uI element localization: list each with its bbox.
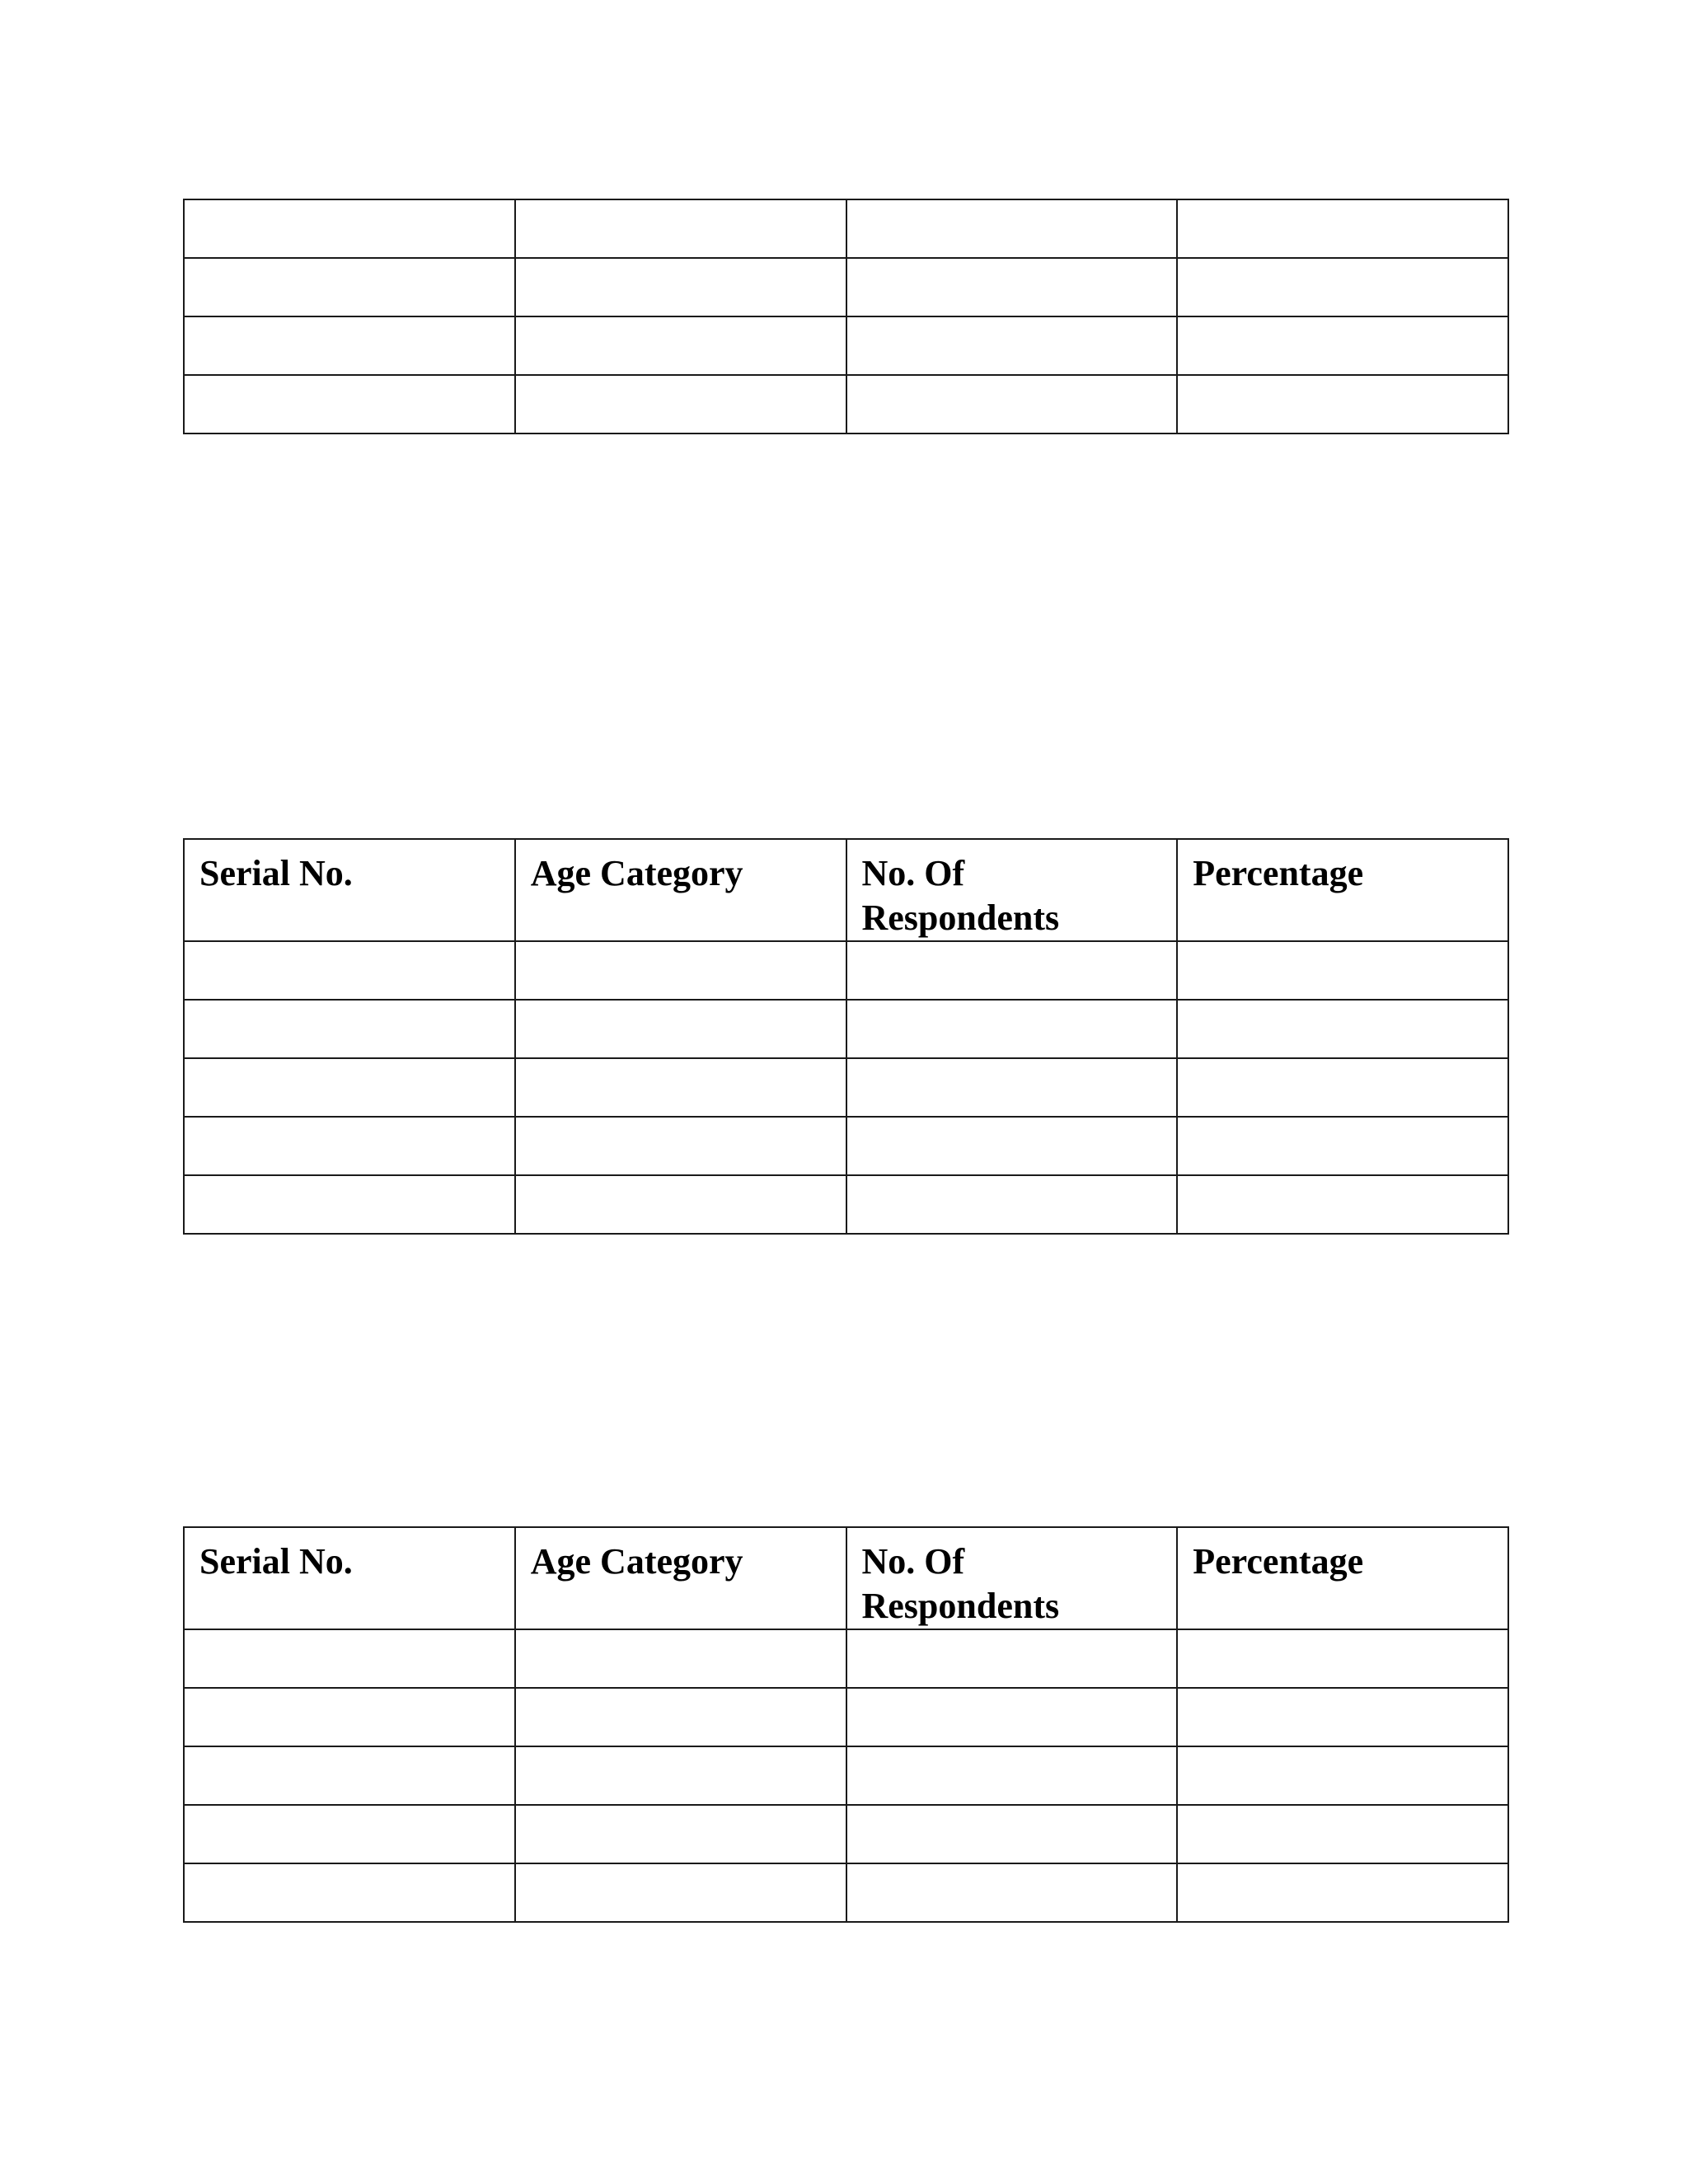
header-serial-no: Serial No. [184,839,515,941]
table-cell [846,316,1178,375]
table-cell [515,1746,846,1805]
table-cell [184,375,515,434]
header-percentage: Percentage [1177,1527,1508,1629]
table-row [184,1000,1508,1058]
table-row [184,1117,1508,1175]
table-cell [846,1863,1178,1922]
table-row [184,1175,1508,1234]
table-cell [515,375,846,434]
table-cell [515,316,846,375]
table-cell [1177,199,1508,258]
table-row [184,941,1508,1000]
table-cell [184,1863,515,1922]
table-cell [846,941,1178,1000]
table-cell [184,1058,515,1117]
table-cell [846,1175,1178,1234]
table-row [184,316,1508,375]
table-cell [515,1117,846,1175]
header-no-of-respondents: No. Of Respondents [846,839,1178,941]
table-cell [846,258,1178,316]
table-cell [184,1805,515,1863]
table-cell [515,1058,846,1117]
table-row [184,258,1508,316]
table-cell [1177,1863,1508,1922]
table-cell [515,1805,846,1863]
table-row [184,199,1508,258]
age-category-table [183,838,1509,1235]
table-cell [1177,375,1508,434]
table-cell [1177,258,1508,316]
blank-table [183,199,1509,434]
table-cell [846,1000,1178,1058]
table-row [184,1863,1508,1922]
table-cell [184,1746,515,1805]
table-cell [1177,1175,1508,1234]
table-cell [184,199,515,258]
table-cell [184,1688,515,1746]
table-cell [1177,1688,1508,1746]
table-cell [1177,1117,1508,1175]
table-header-row [184,1527,1508,1629]
table-cell [846,1805,1178,1863]
table-cell [184,1000,515,1058]
table-cell [846,375,1178,434]
table-cell [846,1629,1178,1688]
table-cell [184,316,515,375]
table-cell [1177,1058,1508,1117]
header-percentage: Percentage [1177,839,1508,941]
table-row [184,1805,1508,1863]
header-no-of-respondents: No. Of Respondents [846,1527,1178,1629]
table-header-row [184,839,1508,941]
table-cell [515,1175,846,1234]
table-row [184,1629,1508,1688]
table-cell [846,1117,1178,1175]
table-cell [846,199,1178,258]
table-cell [846,1058,1178,1117]
table-row [184,1058,1508,1117]
table-cell [1177,1805,1508,1863]
table-cell [515,1688,846,1746]
table-row [184,1688,1508,1746]
table-cell [515,258,846,316]
table-cell [515,199,846,258]
age-category-table [183,1526,1509,1923]
table-cell [1177,941,1508,1000]
table-cell [184,258,515,316]
table-cell [515,1863,846,1922]
table-cell [184,941,515,1000]
table-cell [846,1688,1178,1746]
table-cell [515,1629,846,1688]
header-serial-no: Serial No. [184,1527,515,1629]
table-row [184,375,1508,434]
table-row [184,1746,1508,1805]
table-cell [846,1746,1178,1805]
table-cell [1177,1629,1508,1688]
table-cell [515,1000,846,1058]
table-cell [184,1117,515,1175]
table-cell [515,941,846,1000]
table-cell [184,1629,515,1688]
table-cell [1177,316,1508,375]
header-age-category: Age Category [515,839,846,941]
table-cell [184,1175,515,1234]
header-age-category: Age Category [515,1527,846,1629]
table-cell [1177,1746,1508,1805]
table-cell [1177,1000,1508,1058]
